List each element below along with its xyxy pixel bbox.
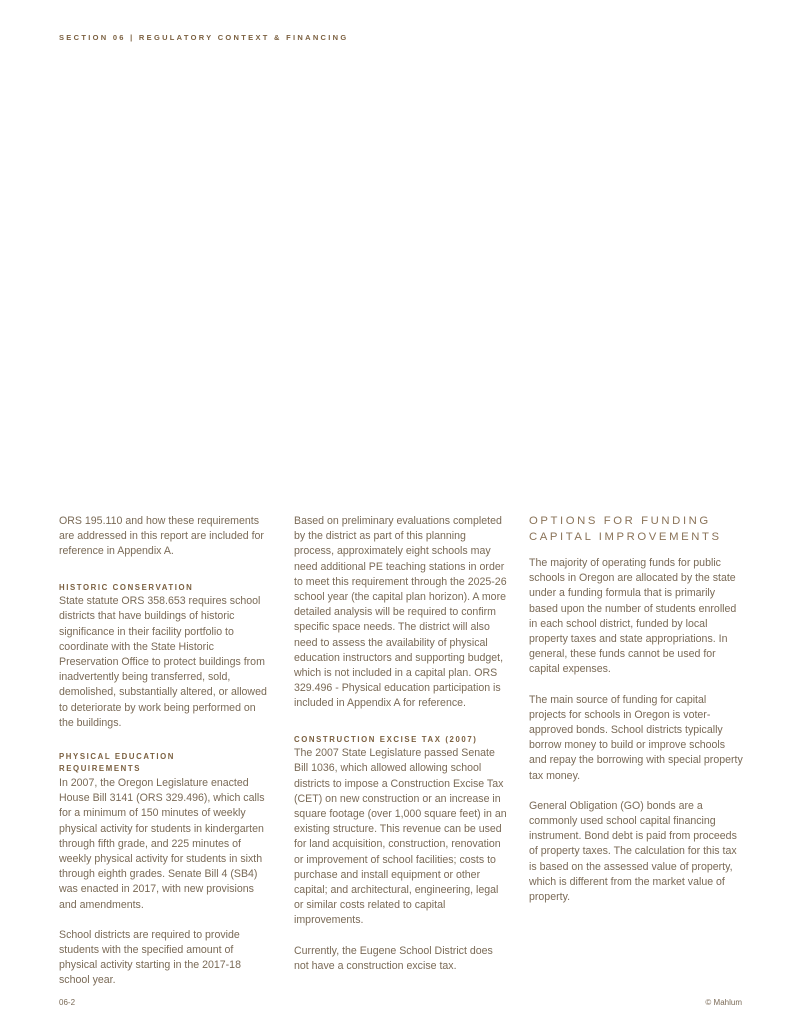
- physical-education-heading: PHYSICAL EDUCATION REQUIREMENTS: [59, 751, 176, 774]
- column-2: [294, 514, 508, 989]
- page-number: 06-2: [59, 998, 76, 1007]
- construction-excise-tax-heading: CONSTRUCTION EXCISE TAX (2007): [294, 734, 478, 744]
- pe-evaluation-paragraph: Based on preliminary evaluations completed by the district as part of this planning process, approximately eight schools may need additional PE teaching stations in order to meet this requirement through the 2025-26 school year (the capital plan horizon). A more detailed analysis will be required to confirm specific space needs. The district will also need to assess the availability of physical education instructors and supporting budget, which is not included in a capital plan. ORS 329.496 - Physical education participation is included in Appendix A for reference.: [294, 515, 507, 710]
- operating-funds-paragraph: The majority of operating funds for public schools in Oregon are allocated by the state under a funding formula that is primarily based upon the number of students enrolled in each school district, funded by local property taxes and state appropriations. In general, these funds cannot be used for capital expenses.: [529, 557, 737, 676]
- copyright-credit: © Mahlum: [705, 998, 742, 1007]
- physical-education-body-2: School districts are required to provide students with the specified amount of physical activity starting in the 2017-18 school year.: [59, 928, 241, 987]
- historic-conservation-body: State statute ORS 358.653 requires school districts that have buildings of historic significance in their facility portfolio to coordinate with the State Historic Preservation Office to protect buildings from inadvertently being transferred, sold, demolished, substantially altered, or allowed to deteriorate by work being performed on the buildings.: [59, 595, 267, 729]
- construction-excise-tax-body-2: Currently, the Eugene School District does not have a construction excise tax.: [294, 944, 493, 972]
- column-3: [529, 514, 745, 920]
- section-header: SECTION 06 | REGULATORY CONTEXT & FINANCING: [59, 33, 349, 42]
- construction-excise-tax-body: The 2007 State Legislature passed Senate Bill 1036, which allowed allowing school districts to impose a Construction Excise Tax (CET) on new construction or an increase in square footage (over 1,000 square feet) in an existing structure. This revenue can be used for land acquisition, construction, renovation or improvement of school facilities; costs to purchase and install equipment or other capital; and architectural, engineering, legal or similar costs related to capital improvements.: [294, 747, 507, 927]
- physical-education-body: In 2007, the Oregon Legislature enacted House Bill 3141 (ORS 329.496), which calls for a minimum of 150 minutes of weekly physical activity for students in kindergarten through fifth grade, and 225 minutes of weekly physical activity for students in sixth through eighth grades. Senate Bill 4 (SB4) was enacted in 2017, with new provisions and amendments.: [59, 776, 265, 911]
- historic-conservation-heading: HISTORIC CONSERVATION: [59, 582, 194, 592]
- intro-paragraph: ORS 195.110 and how these requirements are addressed in this report are included for reference in Appendix A.: [59, 515, 264, 558]
- bonds-paragraph: The main source of funding for capital projects for schools in Oregon is voter-approved bonds. School districts typically borrow money to build or improve schools and repay the borrowing with special property tax money.: [529, 693, 743, 782]
- column-1: [59, 514, 273, 1004]
- funding-options-heading: OPTIONS FOR FUNDING CAPITAL IMPROVEMENTS: [529, 515, 722, 543]
- go-bonds-paragraph: General Obligation (GO) bonds are a commonly used school capital financing instrument. Bond debt is paid from proceeds of property taxes. The calculation for this tax is based on the assessed value of property, which is different from the market value of property.: [529, 799, 737, 904]
